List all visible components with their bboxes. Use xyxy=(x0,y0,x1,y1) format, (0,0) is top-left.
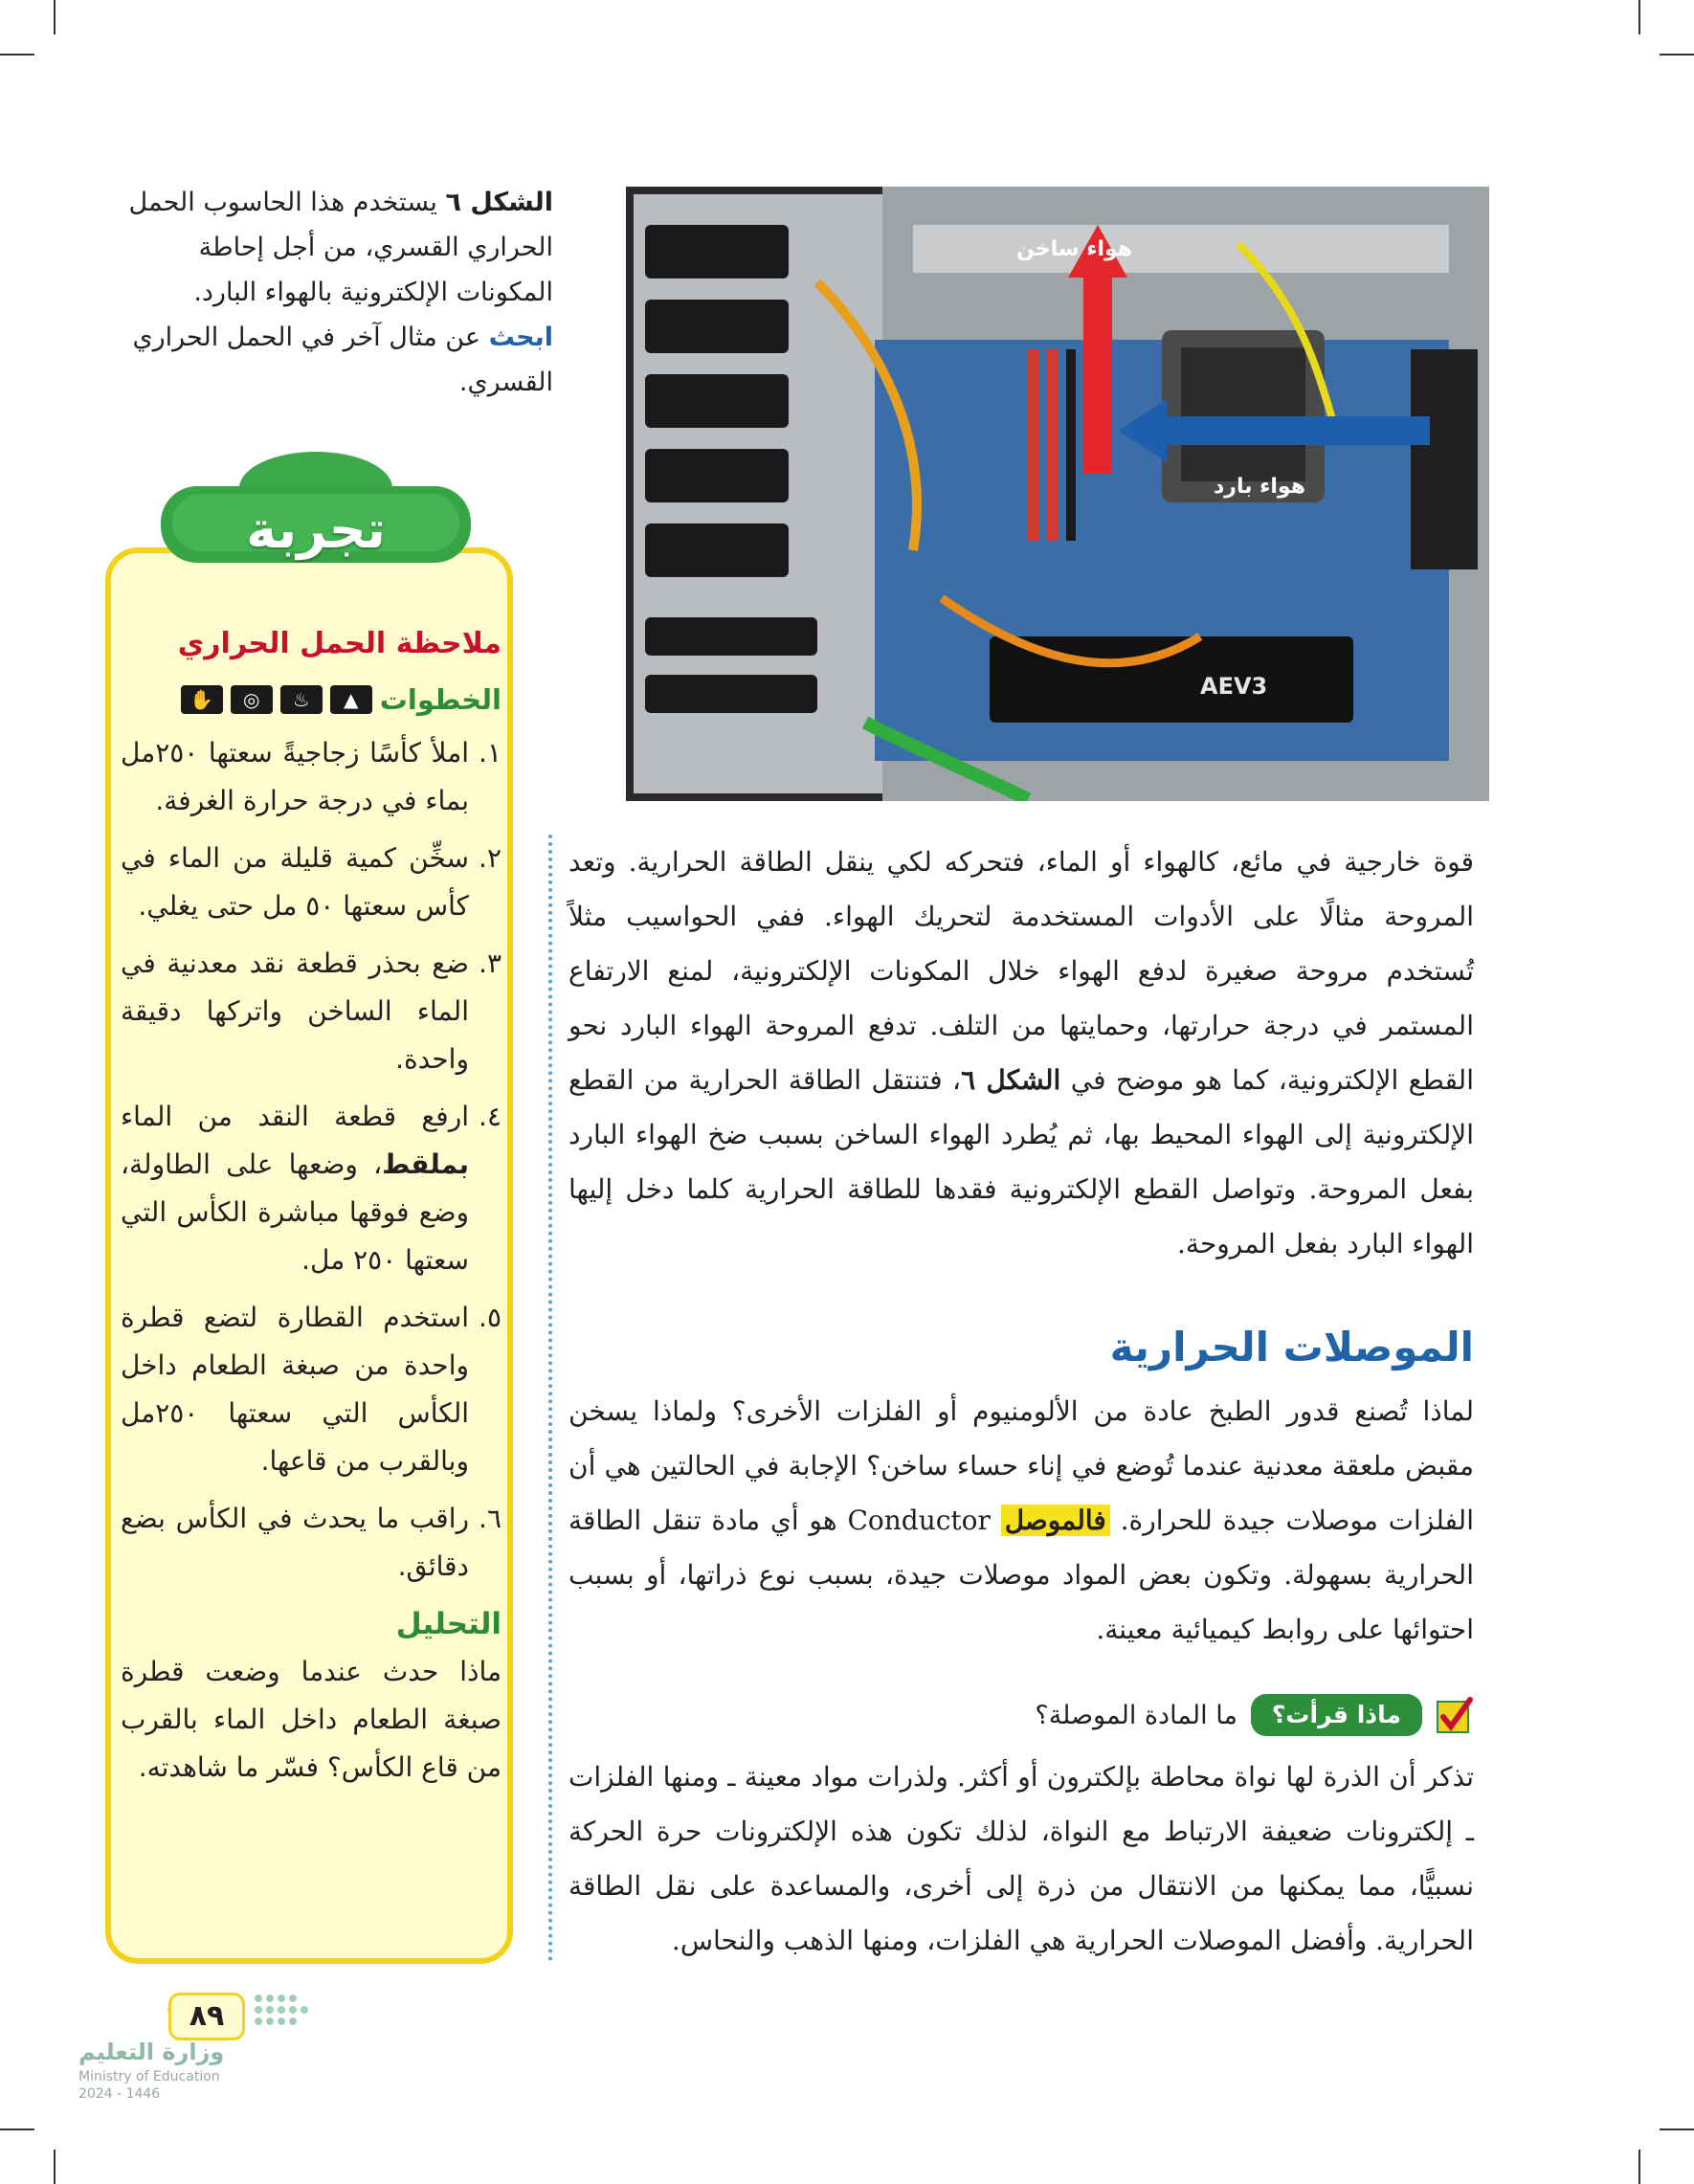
safety-hand-icon: ✋ xyxy=(181,685,223,714)
experiment-step xyxy=(121,835,502,930)
cold-air-label: هواء بارد xyxy=(1214,475,1305,499)
experiment-heading: ملاحظة الحمل الحراري xyxy=(177,627,502,660)
body-text: لماذا تُصنع قدور الطبخ عادة من الألومنيوم أو الفلزات الأخرى؟ ولماذا يسخن مقبض ملعقة معدنية عندما تُوضع في إناء حساء ساخن؟ الإجابة في الحالتين هي أن الفلزات موصلات جيدة للحرارة. xyxy=(568,1395,1474,1536)
step-text: املأ كأسًا زجاجيةً سعتها ٢٥٠مل بماء في درجة حرارة الغرفة. xyxy=(121,737,469,816)
step-keyword: بملقط xyxy=(382,1148,469,1180)
crop-mark xyxy=(1660,2128,1694,2130)
crop-mark xyxy=(54,2150,56,2184)
step-text xyxy=(121,1093,469,1284)
checkmark-icon xyxy=(1436,1696,1474,1734)
experiment-badge-label: تجربة xyxy=(246,500,386,560)
reading-check xyxy=(568,1694,1474,1736)
experiment-step xyxy=(121,940,502,1083)
crop-mark xyxy=(1660,54,1694,56)
computer-case-photo xyxy=(626,187,1489,801)
ministry-name-english: Ministry of Education xyxy=(78,2069,220,2084)
crop-mark xyxy=(1638,0,1640,34)
experiment-content xyxy=(121,620,502,1792)
reading-check-badge: ماذا قرأت؟ xyxy=(1251,1694,1422,1736)
step-number: ٢. xyxy=(479,842,502,874)
experiment-step xyxy=(121,1294,502,1485)
steps-label: الخطوات xyxy=(379,683,502,716)
figure-reference: الشكل ٦ xyxy=(961,1064,1061,1096)
hot-air-label: هواء ساخن xyxy=(1016,237,1133,261)
ministry-name-arabic: وزارة التعليم xyxy=(78,2039,225,2065)
analysis-text: ماذا حدث عندما وضعت قطرة صبغة الطعام داخل الماء بالقرب من قاع الكأس؟ فسّر ما شاهدته. xyxy=(121,1656,502,1783)
experiment-step xyxy=(121,729,502,825)
body-paragraph xyxy=(568,835,1474,1271)
key-term-highlight: فالموصل xyxy=(1001,1504,1110,1536)
step-number: ٣. xyxy=(479,947,502,979)
search-prompt-word: ابحث xyxy=(488,323,553,352)
step-text: سخِّن كمية قليلة من الماء في كأس سعتها ٥٠ مل حتى يغلي. xyxy=(121,842,469,922)
safety-heat-icon: ♨ xyxy=(280,685,323,714)
step-number: ٥. xyxy=(479,1302,502,1333)
steps-header xyxy=(121,676,502,724)
crop-mark xyxy=(0,2128,34,2130)
step-text: راقب ما يحدث في الكأس بضع دقائق. xyxy=(121,1503,469,1582)
crop-mark xyxy=(0,54,34,56)
step-text-part: ، وضعها على الطاولة، وضع فوقها مباشرة الكأس التي سعتها ٢٥٠ مل. xyxy=(121,1148,469,1276)
body-text: قوة خارجية في مائع، كالهواء أو الماء، فتحركه لكي ينقل الطاقة الحرارية. وتعد المروحة مثالًا على الأدوات المستخدمة لتحريك الهواء. ففي الحواسيب مثلاً تُستخدم مروحة صغيرة لدفع الهواء خلال المكونات الإلكترونية، لمنع الارتفاع المستمر في درجة حرارتها، وحمايتها من التلف. تدفع المروحة الهواء البارد نحو القطع الإلكترونية، كما هو موضح في xyxy=(568,846,1475,1096)
experiment-step xyxy=(121,1495,502,1591)
body-text: ، فتنتقل الطاقة الحرارية من القطع الإلكترونية إلى الهواء المحيط بها، ثم يُطرد الهواء الساخن بسبب ضخ الهواء البارد بفعل المروحة. وتواصل القطع الإلكترونية فقدها للطاقة الحرارية كلما دخل إليها الهواء البارد بفعل المروحة. xyxy=(568,1064,1474,1259)
search-prompt-text: عن مثال آخر في الحمل الحراري القسري. xyxy=(132,323,553,397)
safety-goggles-icon: ◎ xyxy=(231,685,273,714)
safety-lab-coat-icon: ▲ xyxy=(330,685,372,714)
figure-label: الشكل ٦ xyxy=(445,188,553,217)
page-number: ٨٩ xyxy=(168,1993,245,2040)
section-title: الموصلات الحرارية xyxy=(1109,1324,1474,1371)
step-number: ٦. xyxy=(479,1503,502,1534)
body-text: Conductor هو أي مادة تنقل الطاقة الحرارية بسهولة. وتكون بعض المواد موصلات جيدة، بسبب نوع ذراتها، أو بسبب احتوائها على روابط كيميائية معينة. xyxy=(568,1504,1474,1645)
step-text-part: ارفع قطعة النقد من الماء xyxy=(121,1101,469,1132)
reading-check-question: ما المادة الموصلة؟ xyxy=(1035,1700,1237,1730)
step-text: ضع بحذر قطعة نقد معدنية في الماء الساخن واتركها دقيقة واحدة. xyxy=(121,947,469,1075)
analysis-title: التحليل xyxy=(395,1607,502,1641)
body-paragraph: تذكر أن الذرة لها نواة محاطة بإلكترون أو أكثر. ولذرات مواد معينة ـ ومنها الفلزات ـ إلكترونات ضعيفة الارتباط مع النواة، لذلك تكون هذه الإلكترونات حرة الحركة نسبيًّا، مما يمكنها من الانتقال من ذرة إلى أخرى، والمساعدة على نقل الطاقة الحرارية. وأفضل الموصلات الحرارية هي الفلزات، ومنها الذهب والنحاس. xyxy=(568,1761,1474,1956)
body-paragraph xyxy=(568,1384,1474,1657)
step-number: ٤. xyxy=(479,1101,502,1132)
figure-caption-text: يستخدم هذا الحاسوب الحمل الحراري القسري، من أجل إحاطة المكونات الإلكترونية بالهواء البارد. xyxy=(128,188,553,307)
figure-caption xyxy=(115,180,553,405)
ministry-year: 2024 - 1446 xyxy=(78,2086,161,2102)
step-number: ١. xyxy=(479,737,502,769)
crop-mark xyxy=(54,0,56,34)
column-divider xyxy=(548,835,552,1962)
crop-mark xyxy=(1638,2150,1640,2184)
experiment-step xyxy=(121,1093,502,1284)
step-text: استخدم القطارة لتضع قطرة واحدة من صبغة الطعام داخل الكأس التي سعتها ٢٥٠مل وبالقرب من قاعها. xyxy=(121,1302,469,1477)
gpu-label: AEV3 xyxy=(1200,673,1268,700)
